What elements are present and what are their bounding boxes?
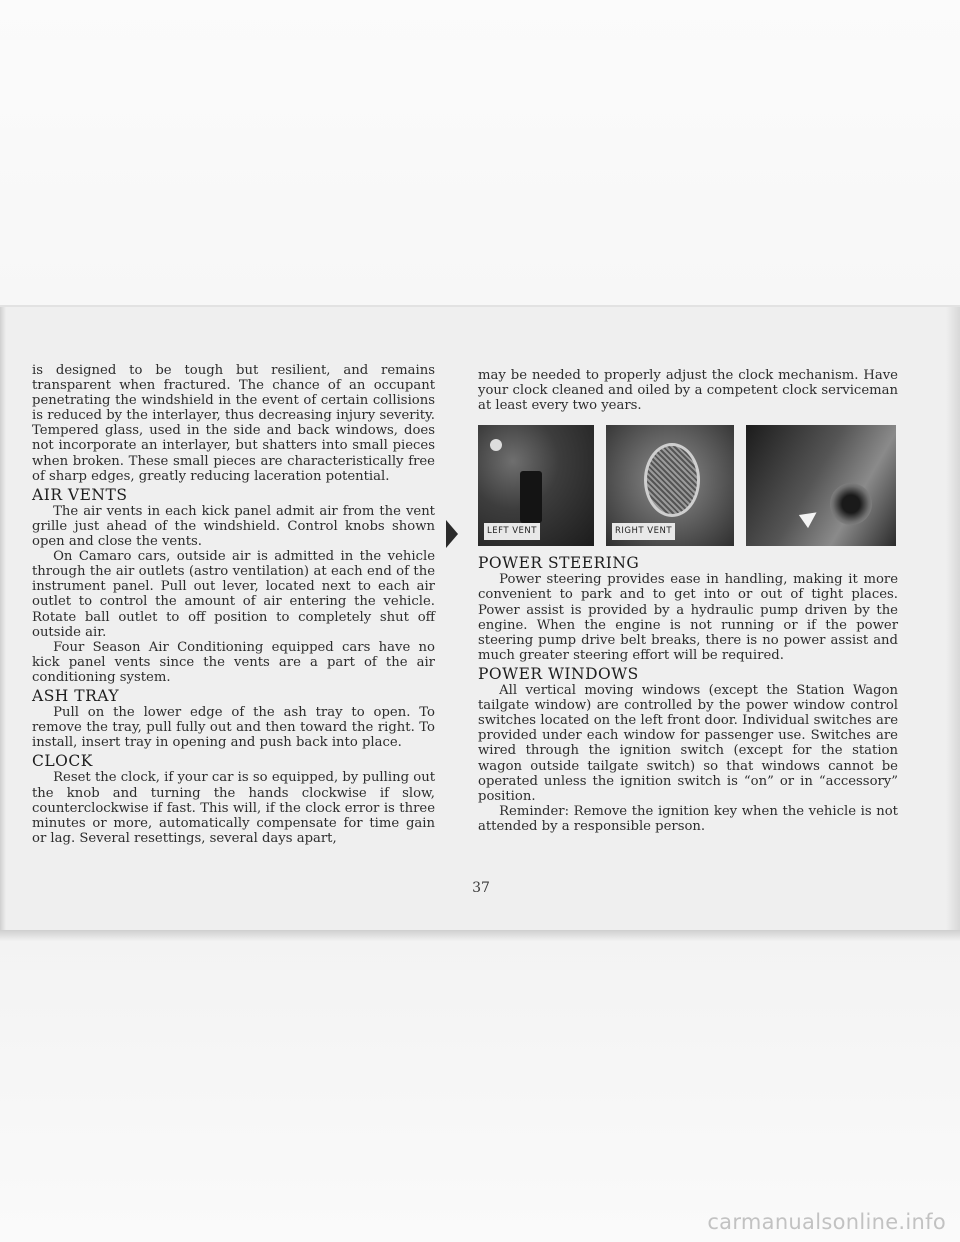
left-vent-photo [478,425,594,546]
pedal-icon [520,471,542,523]
page-turn-arrow-icon [446,520,458,548]
right-column [478,368,898,834]
control-knob-icon [490,439,502,451]
watermark: carmanualsonline.info [707,1210,946,1234]
left-vent-label: LEFT VENT [484,523,540,540]
power-windows-heading: POWER WINDOWS [478,664,639,683]
vent-grille-icon [644,443,700,517]
round-vent-icon [830,483,872,525]
right-vent-photo [606,425,734,546]
page-left-edge [0,307,6,930]
ash-tray-heading: ASH TRAY [32,686,120,705]
air-vents-paragraph-3: Four Season Air Conditioning equipped cars have no kick panel vents since the vents are a part of the air conditioning system. [32,639,435,685]
power-steering-heading: POWER STEERING [478,554,640,573]
right-vent-label: RIGHT VENT [612,523,675,540]
clock-continued-paragraph: may be needed to properly adjust the clock mechanism. Have your clock cleaned and oiled by a competent clock serviceman at least every two years. [478,368,898,414]
power-windows-paragraph-1: All vertical moving windows (except the Station Wagon tailgate window) are controlled by the power window control switches located on the left front door. Individual switches are provided under each window for passenger use. Switches are wired through the ignition switch (except for the station wagon outside tailgate switch) so that windows cannot be operated unless the ignition switch is “on” or in “accessory” position. [478,683,898,804]
pointer-arrow-icon [799,506,821,528]
vent-photos [478,425,898,546]
clock-heading: CLOCK [32,752,93,771]
air-vents-paragraph-2: On Camaro cars, outside air is admitted in the vehicle through the air outlets (astro ventilation) at each end of the instrument panel. Pull out lever, located next to each air outlet to control the amount of air entering the vehicle. Rotate ball outlet to off position to completely shut off outside air. [32,549,435,640]
page-right-edge [946,307,960,930]
air-vents-paragraph-1: The air vents in each kick panel admit air from the vent grille just ahead of the windshield. Control knobs shown open and close the vents. [32,503,435,550]
power-windows-reminder: Reminder: Remove the ignition key when the vehicle is not attended by a responsible person. [478,803,898,834]
left-column [32,363,435,846]
ash-tray-paragraph: Pull on the lower edge of the ash tray to open. To remove the tray, pull fully out and then toward the right. To install, insert tray in opening and push back into place. [32,705,435,751]
page-number: 37 [472,880,490,896]
astro-vent-photo [746,425,896,546]
power-steering-paragraph: Power steering provides ease in handling, making it more convenient to park and to get into or out of tight places. Power assist is provided by a hydraulic pump driven by the engine. When the engine is not running or if the power steering pump drive belt breaks, there is no power assist and much greater steering effort will be required. [478,572,898,663]
intro-paragraph: is designed to be tough but resilient, and remains transparent when fractured. The chance of an occupant penetrating the windshield in the event of certain collisions is reduced by the interlayer, thus decreasing injury severity. Tempered glass, used in the side and back windows, does not incorporate an interlayer, but shatters into small pieces when broken. These small pieces are characteristically free of sharp edges, greatly reducing laceration potential. [32,363,435,484]
clock-paragraph: Reset the clock, if your car is so equipped, by pulling out the knob and turning the hands clockwise if slow, counterclockwise if fast. This will, if the clock error is three minutes or more, automatically compensate for time gain or lag. Several resettings, several days apart, [32,770,435,846]
page-bottom-shadow [0,930,960,942]
air-vents-heading: AIR VENTS [32,485,128,504]
